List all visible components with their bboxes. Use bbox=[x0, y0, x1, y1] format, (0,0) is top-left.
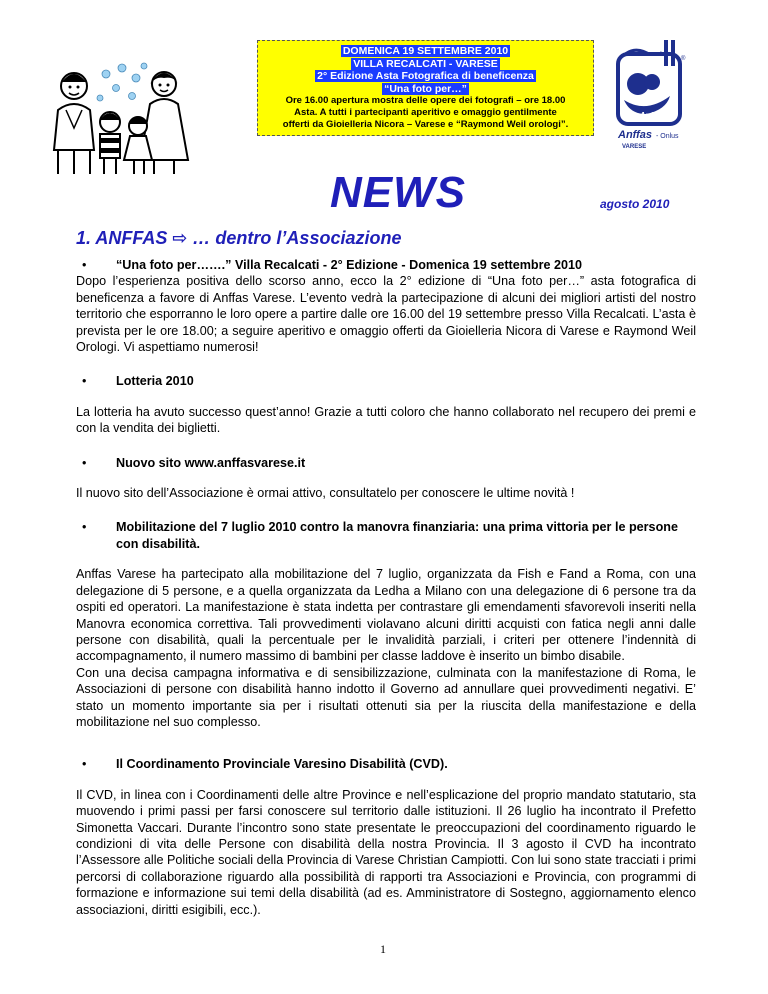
item-body-sito: Il nuovo sito dell’Associazione è ormai attivo, consultatelo per conoscere le ultime novità ! bbox=[76, 486, 575, 501]
logo-city: VARESE bbox=[622, 144, 647, 150]
bullet-icon: • bbox=[82, 455, 87, 470]
anffas-logo bbox=[614, 38, 694, 150]
bullet-icon: • bbox=[82, 520, 87, 535]
logo-suffix: - Onlus bbox=[656, 133, 679, 140]
item-heading-lotteria: • Lotteria 2010 bbox=[82, 374, 194, 389]
item-body-cvd: Il CVD, in linea con i Coordinamenti delle altre Province e nell’esplicazione del proprio mandato statutario, sta muovendo i primi passi per farsi conoscere sul territorio dalle istituzioni. Il 26 luglio ha incontrato il Prefetto Simonetta Vaccari. Durante l’incontro sono state presentate le preoccupazioni del coordinamento riguardo le condizioni di vita delle Persone con disabilità della nostra Provincia. Il 3 agosto il CVD ha incontrato l’Assessore alle Politiche sociali della Provincia di Varese Christian Campiotti. Con lui sono state tracciati i primi percorsi di collaborazione riguardo alla possibilità di rapporti tra Associazioni e Provincia, con programmi di formazione e informazione sui temi della disabilità (ad es. Amministratore di Sostegno, aggiornamento elenco associazioni, diritti esigibili, ecc.). bbox=[76, 787, 696, 917]
newsletter-date: agosto 2010 bbox=[600, 197, 670, 211]
banner-detail-1: Ore 16.00 apertura mostra delle opere dei fotografi – ore 18.00 bbox=[285, 95, 566, 107]
newsletter-title: NEWS bbox=[330, 168, 466, 217]
banner-edition: 2° Edizione Asta Fotografica di beneficenza bbox=[317, 70, 534, 83]
item-body-lotteria: La lotteria ha avuto successo quest’anno! Grazie a tutti coloro che hanno collaborato nel recupero dei premi e con la vendita dei biglietti. bbox=[76, 404, 696, 436]
item-body-asta: Dopo l’esperienza positiva dello scorso anno, ecco la 2° edizione di “Una foto per…” asta fotografica di beneficenza a favore di Anffas Varese. L’evento vedrà la partecipazione di alcuni dei migliori artisti del nostro territorio che esporranno le loro opere a partire dalle ore 16.00 del 19 settembre presso Villa Recalcati. L’asta è prevista per le ore 18.00; a seguire aperitivo e omaggio offerti da Gioielleria Nicora di Varese e Raymond Weil Orologi. Vi aspettiamo numerosi! bbox=[76, 274, 696, 355]
bullet-icon: • bbox=[82, 374, 87, 389]
bullet-icon: • bbox=[82, 757, 87, 772]
banner-date: DOMENICA 19 SETTEMBRE 2010 bbox=[342, 45, 509, 57]
item-heading-sito: • Nuovo sito www.anffasvarese.it bbox=[82, 455, 306, 470]
event-banner bbox=[257, 40, 594, 136]
item-body-mobilitazione-2: Con una decisa campagna informativa e di sensibilizzazione, culminata con la manifestazione di Roma, le Associazioni di persone con disabilità hanno indotto il Governo ad annullare quei provvedimenti negativi. E’ stato un momento importante sia per i risultati ottenuti sia per la riuscita della manifestazione e della mobilitazione nel suo complesso. bbox=[76, 665, 696, 729]
logo-registered-mark: ® bbox=[681, 56, 686, 62]
logo-name: Anffas bbox=[618, 129, 653, 141]
page-number: 1 bbox=[380, 942, 386, 956]
newsletter-body bbox=[76, 257, 696, 918]
section-title: 1. ANFFAS ⇨ … dentro l’Associazione bbox=[76, 228, 402, 248]
item-heading-cvd: • Il Coordinamento Provinciale Varesino Disabilità (CVD). bbox=[82, 757, 448, 772]
bullet-icon: • bbox=[82, 258, 87, 272]
banner-venue: VILLA RECALCATI - VARESE bbox=[353, 57, 498, 70]
logo-inner-text: Anffas bbox=[639, 111, 665, 120]
item-heading-mobilitazione: • Mobilitazione del 7 luglio 2010 contro la manovra finanziaria: una prima vittoria per le persone con disabilità. bbox=[82, 520, 678, 551]
item-heading-asta: • “Una foto per…….” Villa Recalcati - 2° Edizione - Domenica 19 settembre 2010 bbox=[82, 258, 583, 272]
banner-detail-2: Asta. A tutti i partecipanti aperitivo e omaggio gentilmente bbox=[294, 107, 557, 119]
family-clipart bbox=[44, 60, 194, 178]
item-body-mobilitazione-1: Anffas Varese ha partecipato alla mobilitazione del 7 luglio, organizzata da Fish e Fand a Roma, con una delegazione di 5 persone, e a quella organizzata da Ledha a Milano con una delegazione di 6 persone tra da ospiti ed operatori. La manifestazione è stata indetta per contrastare gli emendamenti sfavorevoli inseriti nella Manovra economica correttiva. Tali provvedimenti violavano alcuni diritti acquisti con fatica negli anni dalle persone con disabilità, quali la percentuale per le invalidità parziali, i criteri per ottenere l’indennità di accompagnamento, il numero massimo di bambini per classe laddove è inserito un bimbo disabile. bbox=[76, 567, 696, 664]
banner-event-name: “Una foto per…” bbox=[384, 82, 467, 95]
banner-detail-3: offerti da Gioielleria Nicora – Varese e “Raymond Weil orologi”. bbox=[282, 119, 569, 131]
